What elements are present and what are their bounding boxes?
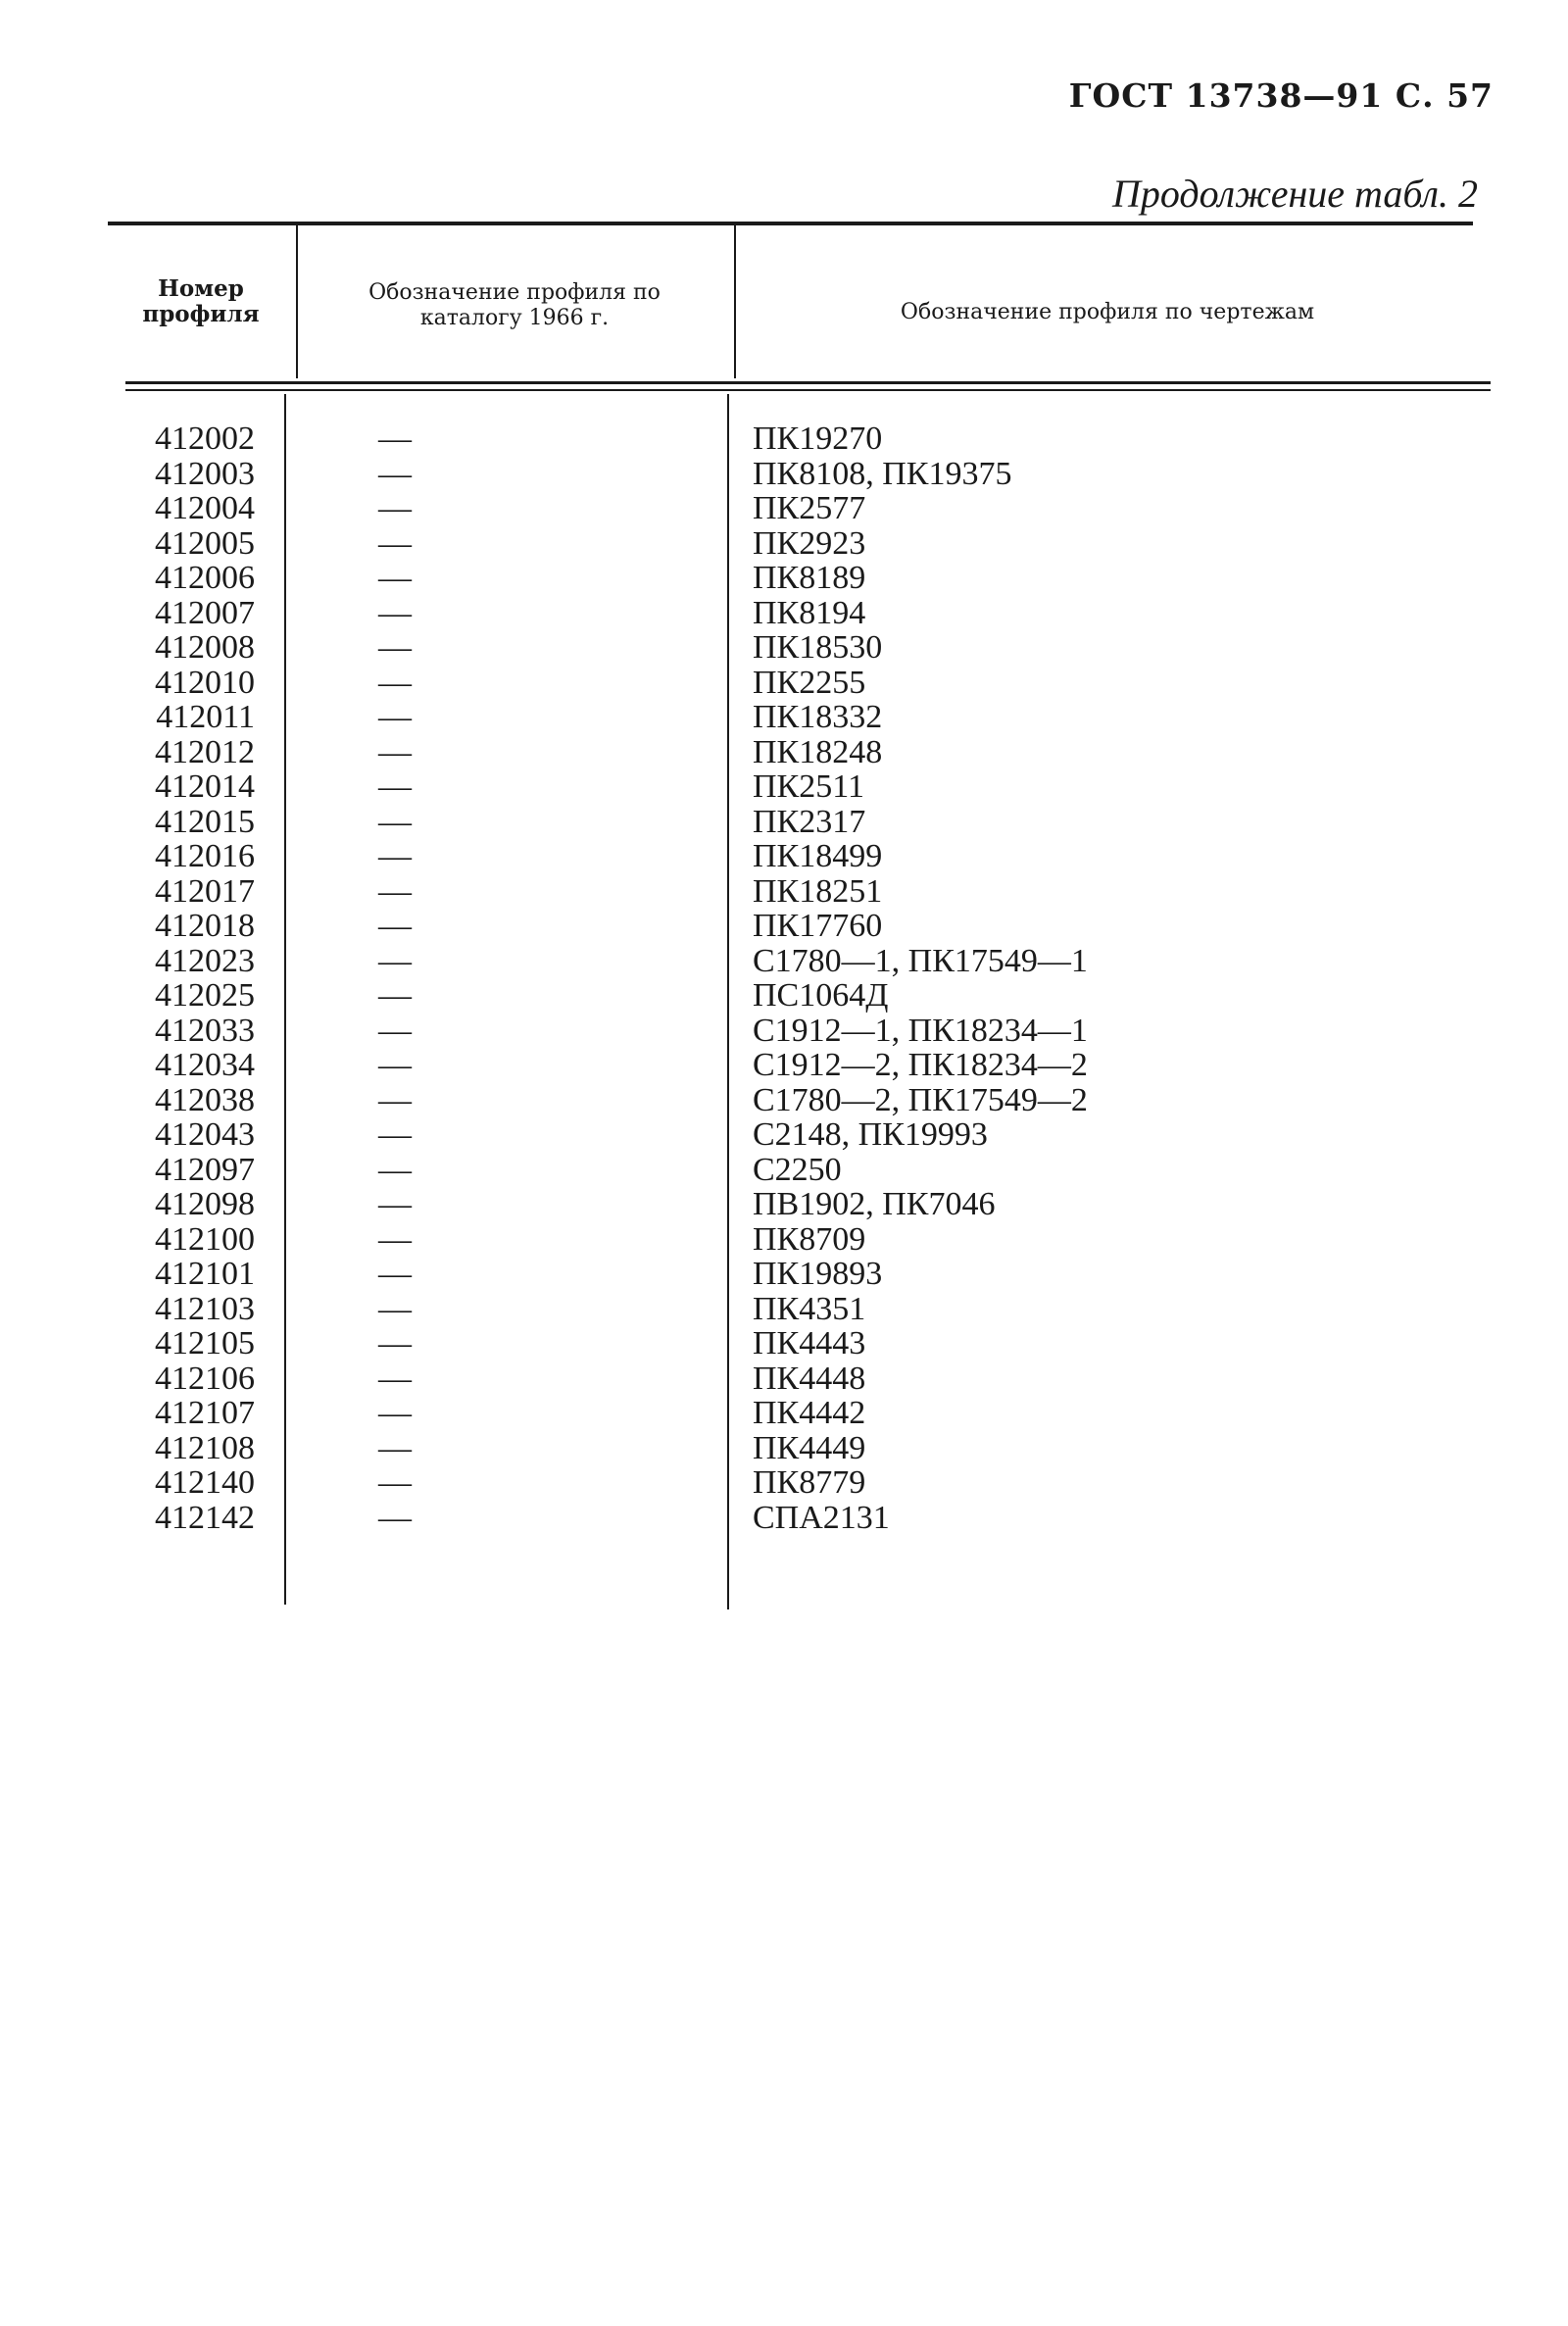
table-row <box>0 1292 1568 1327</box>
profile-number-cell: 412101 <box>155 1256 255 1292</box>
drawings-cell: ПК18499 <box>753 838 883 874</box>
table-row <box>0 1326 1568 1361</box>
table-row <box>0 1361 1568 1397</box>
catalog-cell: — <box>378 1012 412 1049</box>
drawings-cell: ПК18332 <box>753 699 883 735</box>
table-row <box>0 769 1568 805</box>
catalog-cell: — <box>378 768 412 805</box>
drawings-cell: С2148, ПК19993 <box>753 1116 988 1153</box>
catalog-cell: — <box>378 524 412 562</box>
profile-number-cell: 412043 <box>155 1116 255 1153</box>
drawings-cell: С1912—2, ПК18234—2 <box>753 1047 1088 1083</box>
table-row <box>0 1117 1568 1153</box>
drawings-cell: ПВ1902, ПК7046 <box>753 1186 996 1222</box>
table-row <box>0 1187 1568 1222</box>
table-row <box>0 735 1568 770</box>
drawings-cell: ПК4442 <box>753 1395 866 1431</box>
catalog-cell: — <box>378 1395 412 1431</box>
drawings-cell: ПК4448 <box>753 1360 866 1397</box>
table-row <box>0 526 1568 562</box>
catalog-cell: — <box>378 455 412 492</box>
profile-number-cell: 412106 <box>155 1360 255 1397</box>
catalog-cell: — <box>378 1290 412 1327</box>
drawings-cell: ПК8108, ПК19375 <box>753 455 1012 492</box>
table-row <box>0 944 1568 979</box>
table-row <box>0 630 1568 666</box>
profile-number-cell: 412034 <box>155 1047 255 1083</box>
drawings-cell: ПК4351 <box>753 1290 866 1327</box>
profile-number-cell: 412017 <box>155 872 255 910</box>
table-row <box>0 1153 1568 1188</box>
drawings-cell: С1912—1, ПК18234—1 <box>753 1012 1088 1049</box>
catalog-cell: — <box>378 490 412 526</box>
profile-number-cell: 412033 <box>155 1012 255 1049</box>
catalog-cell: — <box>378 594 412 631</box>
profile-number-cell: 412103 <box>155 1290 255 1327</box>
catalog-cell: — <box>378 908 412 944</box>
profile-number-cell: 412105 <box>155 1325 255 1361</box>
catalog-cell: — <box>378 1360 412 1397</box>
column-divider <box>296 225 298 378</box>
profile-number-cell: 412011 <box>156 699 255 735</box>
drawings-cell: ПК8709 <box>753 1220 866 1258</box>
table-row <box>0 839 1568 874</box>
table-row <box>0 700 1568 735</box>
profile-number-cell: 412015 <box>155 803 255 840</box>
profile-number-cell: 412007 <box>155 594 255 631</box>
header-drawings-designation: Обозначение профиля по чертежам <box>900 300 1315 324</box>
catalog-cell: — <box>378 560 412 596</box>
catalog-cell: — <box>378 421 412 457</box>
catalog-cell: — <box>378 942 412 979</box>
catalog-cell: — <box>378 1081 412 1118</box>
profile-number-cell: 412107 <box>155 1395 255 1431</box>
catalog-cell: — <box>378 1186 412 1222</box>
catalog-cell: — <box>378 629 412 666</box>
table-row <box>0 1083 1568 1118</box>
drawings-cell: ПК2511 <box>753 768 864 805</box>
profile-number-cell: 412108 <box>155 1429 255 1466</box>
table-row <box>0 1396 1568 1431</box>
table-row <box>0 421 1568 457</box>
catalog-cell: — <box>378 1220 412 1258</box>
table-row <box>0 1465 1568 1501</box>
drawings-cell: ПС1064Д <box>753 977 889 1014</box>
catalog-cell: — <box>378 1464 412 1501</box>
table-row <box>0 457 1568 492</box>
drawings-cell: СПА2131 <box>753 1499 890 1536</box>
drawings-cell: ПК8189 <box>753 560 866 596</box>
catalog-cell: — <box>378 1325 412 1361</box>
drawings-cell: ПК19893 <box>753 1256 883 1292</box>
profile-number-cell: 412098 <box>155 1186 255 1222</box>
table-row <box>0 1501 1568 1536</box>
profile-number-cell: 412097 <box>155 1151 255 1188</box>
table-row <box>0 978 1568 1014</box>
page-header: ГОСТ 13738—91 С. 57 <box>1068 76 1494 115</box>
profile-number-cell: 412003 <box>155 455 255 492</box>
drawings-cell: ПК17760 <box>753 908 883 944</box>
catalog-cell: — <box>378 872 412 910</box>
table-row <box>0 1431 1568 1466</box>
table-row <box>0 874 1568 910</box>
table-row <box>0 1048 1568 1083</box>
profile-number-cell: 412140 <box>155 1464 255 1501</box>
drawings-cell: ПК18248 <box>753 733 883 770</box>
drawings-cell: ПК2577 <box>753 490 866 526</box>
table-row <box>0 491 1568 526</box>
table-row <box>0 666 1568 701</box>
catalog-cell: — <box>378 1256 412 1292</box>
drawings-cell: ПК2317 <box>753 803 866 840</box>
drawings-cell: ПК4449 <box>753 1429 866 1466</box>
profile-number-cell: 412012 <box>155 733 255 770</box>
table-row <box>0 805 1568 840</box>
catalog-cell: — <box>378 838 412 874</box>
table-row <box>0 1014 1568 1049</box>
drawings-cell: ПК8779 <box>753 1464 866 1501</box>
table-top-rule <box>108 222 1473 225</box>
header-catalog-designation: Обозначение профиля по каталогу 1966 г. <box>368 280 661 330</box>
catalog-cell: — <box>378 1151 412 1188</box>
profile-number-cell: 412008 <box>155 629 255 666</box>
catalog-cell: — <box>378 1499 412 1536</box>
profile-number-cell: 412014 <box>155 768 255 805</box>
drawings-cell: ПК2923 <box>753 524 866 562</box>
catalog-cell: — <box>378 803 412 840</box>
header-bottom-rule <box>125 381 1491 384</box>
profile-number-cell: 412025 <box>155 977 255 1014</box>
profile-number-cell: 412004 <box>155 490 255 526</box>
catalog-cell: — <box>378 977 412 1014</box>
profile-number-cell: 412018 <box>155 908 255 944</box>
profile-number-cell: 412100 <box>155 1220 255 1258</box>
drawings-cell: ПК2255 <box>753 664 866 701</box>
table-row <box>0 1257 1568 1292</box>
profile-number-cell: 412023 <box>155 942 255 979</box>
catalog-cell: — <box>378 733 412 770</box>
column-divider <box>734 225 736 378</box>
table-row <box>0 596 1568 631</box>
drawings-cell: ПК18530 <box>753 629 883 666</box>
table-row <box>0 561 1568 596</box>
table-body <box>0 421 1568 1535</box>
drawings-cell: С1780—2, ПК17549—2 <box>753 1081 1088 1118</box>
profile-number-cell: 412006 <box>155 560 255 596</box>
profile-number-cell: 412038 <box>155 1081 255 1118</box>
drawings-cell: С1780—1, ПК17549—1 <box>753 942 1088 979</box>
table-continuation-caption: Продолжение табл. 2 <box>1111 172 1478 216</box>
catalog-cell: — <box>378 1429 412 1466</box>
catalog-cell: — <box>378 699 412 735</box>
drawings-cell: ПК18251 <box>753 872 883 910</box>
profile-number-cell: 412142 <box>155 1499 255 1536</box>
profile-number-cell: 412005 <box>155 524 255 562</box>
profile-number-cell: 412010 <box>155 664 255 701</box>
header-bottom-rule-2 <box>125 389 1491 391</box>
profile-number-cell: 412016 <box>155 838 255 874</box>
catalog-cell: — <box>378 664 412 701</box>
header-profile-number: Номер профиля <box>142 275 260 327</box>
drawings-cell: С2250 <box>753 1151 842 1188</box>
profile-number-cell: 412002 <box>155 421 255 457</box>
table-row <box>0 1222 1568 1258</box>
drawings-cell: ПК19270 <box>753 421 883 457</box>
drawings-cell: ПК8194 <box>753 594 866 631</box>
table-row <box>0 909 1568 944</box>
catalog-cell: — <box>378 1047 412 1083</box>
drawings-cell: ПК4443 <box>753 1325 866 1361</box>
catalog-cell: — <box>378 1116 412 1153</box>
